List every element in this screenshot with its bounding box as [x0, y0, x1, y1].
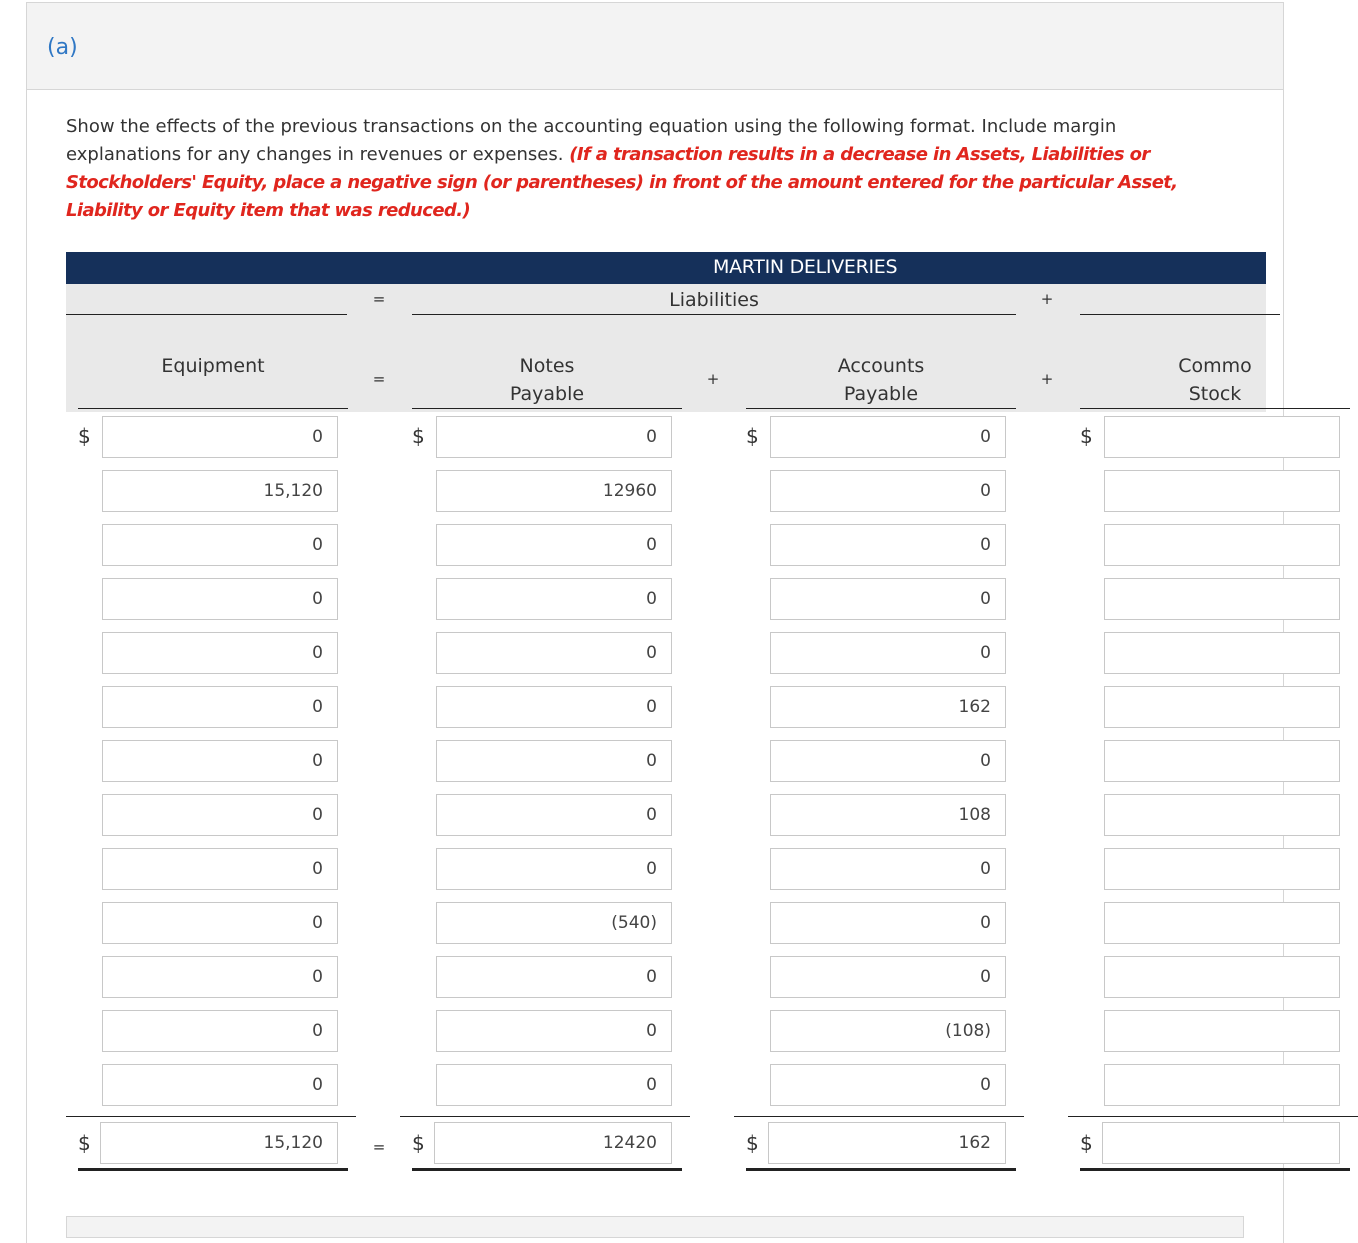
- equipment-input[interactable]: 0: [102, 848, 338, 890]
- col-header-line2: Payable: [843, 383, 919, 405]
- total-equipment[interactable]: 15,120: [100, 1122, 338, 1164]
- notes-payable-input[interactable]: 0: [436, 416, 672, 458]
- notes-payable-input[interactable]: 0: [436, 794, 672, 836]
- accounts-payable-input[interactable]: 162: [770, 686, 1006, 728]
- equipment-input[interactable]: 0: [102, 632, 338, 674]
- total-equals-sign: =: [372, 1138, 386, 1156]
- notes-header-underline: [412, 408, 682, 409]
- notes-payable-input[interactable]: 0: [436, 1010, 672, 1052]
- common-stock-input[interactable]: [1104, 578, 1340, 620]
- dollar-sign: $: [412, 424, 425, 448]
- equipment-input[interactable]: 0: [102, 524, 338, 566]
- equity-group-underline: [1080, 314, 1280, 315]
- col-header-line1: Accounts: [837, 355, 925, 377]
- col-header-equipment: [78, 352, 348, 380]
- common-stock-input[interactable]: [1104, 902, 1340, 944]
- accounts-payable-input[interactable]: 0: [770, 902, 1006, 944]
- company-header-bar: [66, 252, 1266, 284]
- equipment-input[interactable]: 0: [102, 902, 338, 944]
- col-header-line1: Notes: [519, 355, 575, 377]
- common-stock-input[interactable]: [1104, 740, 1340, 782]
- double-underline: [78, 1168, 348, 1171]
- dollar-sign: $: [1080, 424, 1093, 448]
- accounts-payable-input[interactable]: 0: [770, 416, 1006, 458]
- liabilities-group-underline: [412, 314, 1016, 315]
- total-accounts-payable[interactable]: 162: [768, 1122, 1006, 1164]
- accounts-payable-input[interactable]: 0: [770, 470, 1006, 512]
- dollar-sign: $: [746, 1131, 759, 1155]
- accounts-payable-input[interactable]: 0: [770, 524, 1006, 566]
- instructions-text: Show the effects of the previous transactions on the accounting equation using the following format. Include margin explanations for any changes in revenues or expenses.: [66, 116, 1117, 165]
- common-stock-input[interactable]: [1104, 524, 1340, 566]
- dollar-sign: $: [1080, 1131, 1093, 1155]
- equipment-input[interactable]: 15,120: [102, 470, 338, 512]
- col-header-line1: Commo: [1178, 355, 1252, 377]
- notes-payable-input[interactable]: 0: [436, 686, 672, 728]
- total-line: [1068, 1116, 1358, 1117]
- col-header-accounts-payable: [746, 352, 1016, 408]
- equipment-header-underline: [78, 408, 348, 409]
- header-plus-sign: +: [1040, 370, 1054, 388]
- equipment-input[interactable]: 0: [102, 578, 338, 620]
- equipment-input[interactable]: 0: [102, 1010, 338, 1052]
- common-stock-input[interactable]: [1104, 686, 1340, 728]
- dollar-sign: $: [78, 424, 91, 448]
- notes-payable-input[interactable]: 0: [436, 848, 672, 890]
- group-plus-sign: +: [1040, 290, 1054, 308]
- equipment-input[interactable]: 0: [102, 956, 338, 998]
- equipment-input[interactable]: 0: [102, 794, 338, 836]
- accounts-header-underline: [746, 408, 1016, 409]
- equipment-input[interactable]: 0: [102, 740, 338, 782]
- stock-header-underline: [1080, 408, 1350, 409]
- dollar-sign: $: [412, 1131, 425, 1155]
- common-stock-input[interactable]: [1104, 470, 1340, 512]
- accounts-payable-input[interactable]: 0: [770, 632, 1006, 674]
- notes-payable-input[interactable]: 0: [436, 524, 672, 566]
- accounts-payable-input[interactable]: 0: [770, 956, 1006, 998]
- common-stock-input[interactable]: [1104, 416, 1340, 458]
- assets-group-underline: [66, 314, 347, 315]
- header-equals-sign: =: [372, 370, 386, 388]
- double-underline: [412, 1168, 682, 1171]
- equipment-input[interactable]: 0: [102, 1064, 338, 1106]
- notes-payable-input[interactable]: 0: [436, 956, 672, 998]
- notes-payable-input[interactable]: (540): [436, 902, 672, 944]
- accounts-payable-input[interactable]: 108: [770, 794, 1006, 836]
- accounts-payable-input[interactable]: 0: [770, 1064, 1006, 1106]
- liabilities-group-label: Liabilities: [669, 289, 759, 311]
- notes-payable-input[interactable]: 0: [436, 740, 672, 782]
- group-equals-sign: =: [372, 290, 386, 308]
- accounts-payable-input[interactable]: 0: [770, 848, 1006, 890]
- notes-payable-input[interactable]: 12960: [436, 470, 672, 512]
- accounts-payable-input[interactable]: 0: [770, 578, 1006, 620]
- common-stock-input[interactable]: [1104, 1010, 1340, 1052]
- notes-payable-input[interactable]: 0: [436, 632, 672, 674]
- accounts-payable-input[interactable]: (108): [770, 1010, 1006, 1052]
- common-stock-input[interactable]: [1104, 1064, 1340, 1106]
- next-section-card: [66, 1216, 1244, 1238]
- double-underline: [746, 1168, 1016, 1171]
- header-plus-sign: +: [706, 370, 720, 388]
- total-line: [66, 1116, 356, 1117]
- notes-payable-input[interactable]: 0: [436, 578, 672, 620]
- dollar-sign: $: [746, 424, 759, 448]
- double-underline: [1080, 1168, 1350, 1171]
- total-common-stock[interactable]: [1102, 1122, 1340, 1164]
- col-header-line2: Equipment: [161, 355, 265, 377]
- instructions-warning: (If a transaction results in a decrease in Assets, Liabilities or Stockholders' Equity, place a negative sign (or parentheses) in front of the amount entered for the particular Asset, Liability or Equity item that was reduced.): [66, 144, 1178, 221]
- common-stock-input[interactable]: [1104, 632, 1340, 674]
- common-stock-input[interactable]: [1104, 848, 1340, 890]
- total-notes-payable[interactable]: 12420: [434, 1122, 672, 1164]
- total-line: [400, 1116, 690, 1117]
- col-header-notes-payable: [412, 352, 682, 408]
- common-stock-input[interactable]: [1104, 794, 1340, 836]
- total-line: [734, 1116, 1024, 1117]
- equipment-input[interactable]: 0: [102, 416, 338, 458]
- notes-payable-input[interactable]: 0: [436, 1064, 672, 1106]
- col-header-line2: Payable: [509, 383, 585, 405]
- col-header-line2: Stock: [1188, 383, 1242, 405]
- part-label: (a): [47, 35, 78, 60]
- dollar-sign: $: [78, 1131, 91, 1155]
- col-header-common-stock: [1080, 352, 1350, 408]
- accounts-payable-input[interactable]: 0: [770, 740, 1006, 782]
- company-name: MARTIN DELIVERIES: [713, 256, 898, 278]
- common-stock-input[interactable]: [1104, 956, 1340, 998]
- equipment-input[interactable]: 0: [102, 686, 338, 728]
